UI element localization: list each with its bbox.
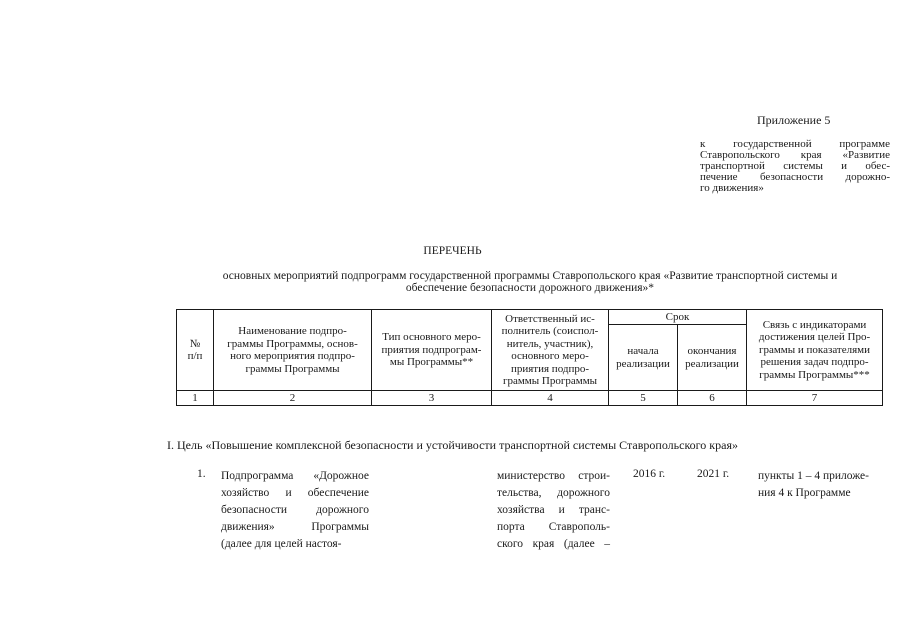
header-type xyxy=(372,310,492,391)
row-link-line: пункты 1 – 4 приложе- xyxy=(758,470,869,482)
header-text: решения задач подпро- xyxy=(760,356,869,369)
column-number: 4 xyxy=(492,391,609,406)
row-executor-line: ского края (далее – xyxy=(497,538,610,550)
appendix-line: печение безопасности дорожно- xyxy=(700,171,890,183)
row-indicator-link xyxy=(758,468,883,502)
activities-table-header xyxy=(176,309,883,406)
header-text: реализации xyxy=(616,357,670,370)
header-text: граммы Программы*** xyxy=(759,368,870,381)
row-end-year: 2021 г. xyxy=(697,468,730,480)
header-start xyxy=(609,325,678,391)
row-name-line: безопасности дорожного xyxy=(221,504,369,516)
row-name xyxy=(221,468,369,553)
header-text: граммы Программы xyxy=(245,362,340,375)
header-executor xyxy=(492,310,609,391)
row-link-line: ния 4 к Программе xyxy=(758,487,851,499)
column-number: 3 xyxy=(372,391,492,406)
header-text: Наименование подпро- xyxy=(238,325,347,337)
header-text: ного мероприятия подпро- xyxy=(230,350,355,362)
header-text: граммы и показателями xyxy=(758,343,871,356)
header-text: граммы Программы xyxy=(502,375,598,387)
header-text: мы Программы** xyxy=(389,356,474,369)
document-subtitle xyxy=(180,270,880,294)
column-number: 2 xyxy=(214,391,372,406)
header-end xyxy=(678,325,747,391)
row-name-line: Подпрограмма «Дорожное xyxy=(221,470,369,482)
row-name-line: движения» Программы xyxy=(221,521,369,533)
header-text: основного меро- xyxy=(511,350,589,362)
row-executor-line: порта Ставрополь- xyxy=(497,521,610,533)
header-text: полнитель (соиспол- xyxy=(501,325,599,337)
appendix-description xyxy=(700,139,890,194)
header-text: приятия подпрограм- xyxy=(381,343,482,356)
header-text: Ответственный ис- xyxy=(505,312,595,325)
header-text: достижения целей Про- xyxy=(758,331,871,344)
row-name-line: хозяйство и обеспечение xyxy=(221,487,369,499)
header-num xyxy=(177,310,214,391)
appendix-line: го движения» xyxy=(700,182,764,194)
header-text: граммы Программы, основ- xyxy=(227,337,358,350)
row-executor xyxy=(497,468,610,553)
header-text: п/п xyxy=(187,350,203,362)
header-text: начала xyxy=(627,345,659,357)
header-text: нитель, участник), xyxy=(506,337,594,350)
column-number: 6 xyxy=(678,391,747,406)
row-executor-line: хозяйства и транс- xyxy=(497,504,610,516)
row-name-line: (далее для целей настоя- xyxy=(221,538,342,550)
appendix-title: Приложение 5 xyxy=(757,113,831,127)
row-number: 1. xyxy=(197,468,206,480)
header-text: Связь с индикаторами xyxy=(762,318,867,331)
header-text: № xyxy=(189,337,201,350)
appendix-line: Ставропольского края «Развитие xyxy=(700,149,890,161)
row-executor-line: министерство строи- xyxy=(497,470,610,482)
subtitle-line: основных мероприятий подпрограмм государственной программы Ставропольского края «Развитие транспортной системы и xyxy=(222,270,838,282)
header-text: Тип основного меро- xyxy=(382,331,481,344)
section-title: I. Цель «Повышение комплексной безопасности и устойчивости транспортной системы Ставропольского края» xyxy=(167,438,738,452)
header-text: реализации xyxy=(685,357,739,370)
header-text: приятия подпро- xyxy=(510,362,590,375)
column-number: 1 xyxy=(177,391,214,406)
column-number: 7 xyxy=(747,391,883,406)
header-term: Срок xyxy=(609,310,747,325)
appendix-line: к государственной программе xyxy=(700,138,890,150)
row-executor-line: тельства, дорожного xyxy=(497,487,610,499)
column-number: 5 xyxy=(609,391,678,406)
header-name xyxy=(214,310,372,391)
subtitle-line: обеспечение безопасности дорожного движения»* xyxy=(405,282,655,294)
row-start-year: 2016 г. xyxy=(633,468,666,480)
header-text: окончания xyxy=(687,345,737,357)
document-title: ПЕРЕЧЕНЬ xyxy=(423,245,482,257)
appendix-line: транспортной системы и обес- xyxy=(700,160,890,172)
header-link xyxy=(747,310,883,391)
